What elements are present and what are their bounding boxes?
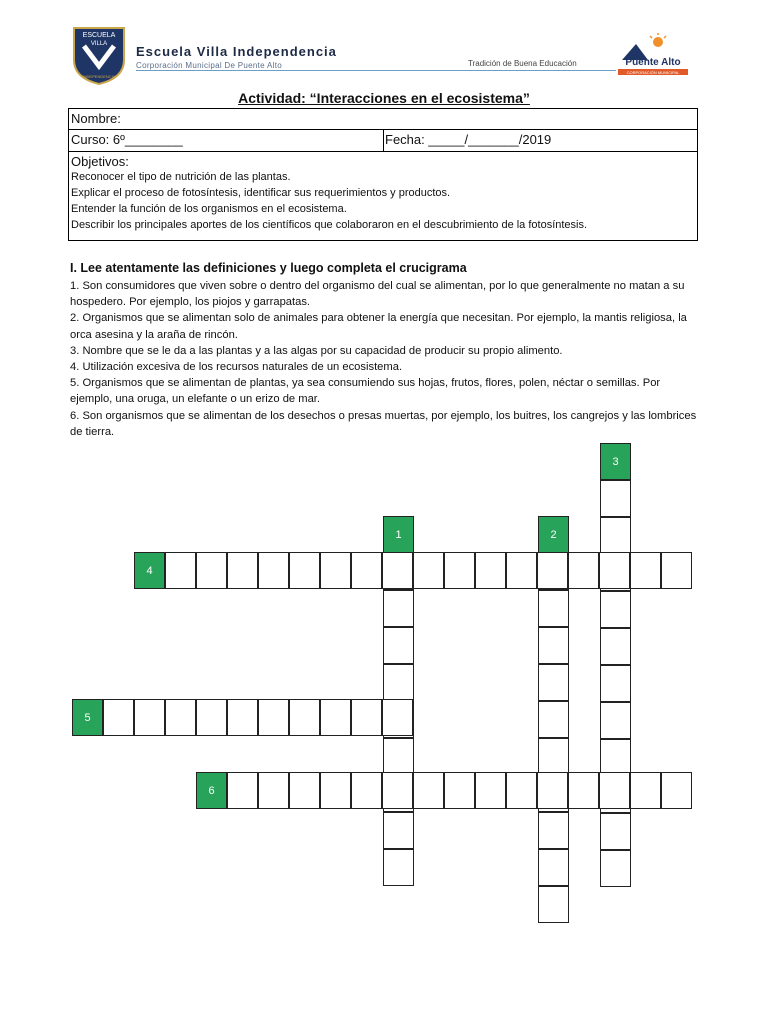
crossword-cell[interactable]	[444, 552, 475, 589]
crossword-cell[interactable]	[630, 552, 661, 589]
header-divider	[136, 70, 616, 71]
tagline: Tradición de Buena Educación	[468, 59, 577, 68]
crossword-cell[interactable]	[383, 590, 414, 627]
crossword-cell[interactable]	[383, 738, 414, 775]
crossword-cell[interactable]	[600, 850, 631, 887]
column-divider	[383, 130, 384, 151]
crossword-cell[interactable]	[538, 590, 569, 627]
definitions-list	[70, 278, 702, 440]
puente-alto-logo	[614, 32, 692, 80]
svg-text:CORPORACIÓN MUNICIPAL: CORPORACIÓN MUNICIPAL	[626, 70, 680, 75]
crossword-cell[interactable]	[258, 699, 289, 736]
crossword-cell[interactable]	[413, 552, 444, 589]
crossword-cell[interactable]	[165, 552, 196, 589]
nombre-row[interactable]	[69, 109, 697, 130]
definition-item: 2. Organismos que se alimentan solo de animales para obtener la energía que necesitan. Por ejemplo, la mantis religiosa, la orca asesina y la araña de rincón.	[70, 312, 687, 341]
svg-text:INDEPENDENCIA: INDEPENDENCIA	[82, 74, 116, 79]
crossword-cell[interactable]	[599, 552, 630, 589]
crossword-cell[interactable]	[289, 772, 320, 809]
school-crest-logo	[70, 26, 128, 86]
curso-label: Curso: 6º________	[71, 132, 183, 147]
crossword-cell[interactable]	[599, 772, 630, 809]
crossword-cell[interactable]	[537, 772, 568, 809]
crossword-cell[interactable]	[351, 699, 382, 736]
clue-number-1: 1	[383, 516, 414, 553]
clue-number-5: 5	[72, 699, 103, 736]
crossword-cell[interactable]	[383, 812, 414, 849]
objetivo-item: Describir los principales aportes de los científicos que colaboraron en el descubrimiento de la fotosíntesis.	[71, 219, 588, 231]
objetivo-item: Reconocer el tipo de nutrición de las plantas.	[71, 171, 291, 183]
crossword-cell[interactable]	[383, 849, 414, 886]
crossword-cell[interactable]	[351, 552, 382, 589]
crossword-cell[interactable]	[600, 480, 631, 517]
crossword-cell[interactable]	[538, 701, 569, 738]
activity-title: Actividad: “Interacciones en el ecosistema”	[238, 90, 530, 106]
crossword-cell[interactable]	[538, 738, 569, 775]
crossword-cell[interactable]	[289, 699, 320, 736]
objetivo-item: Entender la función de los organismos en el ecosistema.	[71, 203, 347, 215]
definition-item: 6. Son organismos que se alimentan de los desechos o presas muertas, por ejemplo, los buitres, los cangrejos y las lombrices de tierra.	[70, 409, 697, 438]
crossword-cell[interactable]	[538, 627, 569, 664]
crossword-cell[interactable]	[196, 699, 227, 736]
corporation-name: Corporación Municipal De Puente Alto	[136, 61, 282, 70]
clue-number-4: 4	[134, 552, 165, 589]
crossword-cell[interactable]	[103, 699, 134, 736]
crossword-cell[interactable]	[600, 739, 631, 776]
curso-fecha-row[interactable]	[69, 130, 697, 152]
crossword-cell[interactable]	[538, 664, 569, 701]
fecha-label: Fecha: _____/_______/2019	[385, 132, 552, 147]
crossword-cell[interactable]	[320, 552, 351, 589]
crossword-cell[interactable]	[382, 772, 413, 809]
crossword-cell[interactable]	[227, 699, 258, 736]
clue-number-2: 2	[538, 516, 569, 553]
crossword-cell[interactable]	[351, 772, 382, 809]
crossword-cell[interactable]	[134, 699, 165, 736]
crossword-cell[interactable]	[538, 886, 569, 923]
objetivo-item: Explicar el proceso de fotosíntesis, identificar sus requerimientos y productos.	[71, 187, 451, 199]
crossword-cell[interactable]	[568, 552, 599, 589]
crossword-cell[interactable]	[289, 552, 320, 589]
crossword-cell[interactable]	[538, 812, 569, 849]
nombre-label: Nombre:	[71, 111, 121, 126]
crossword-cell[interactable]	[320, 699, 351, 736]
crossword-cell[interactable]	[475, 772, 506, 809]
crossword-cell[interactable]	[444, 772, 475, 809]
crossword-cell[interactable]	[227, 772, 258, 809]
crossword-cell[interactable]	[600, 813, 631, 850]
definition-item: 4. Utilización excesiva de los recursos naturales de un ecosistema.	[70, 361, 403, 374]
crossword-cell[interactable]	[258, 772, 289, 809]
crossword-cell[interactable]	[600, 702, 631, 739]
crossword-cell[interactable]	[227, 552, 258, 589]
crossword-cell[interactable]	[475, 552, 506, 589]
crossword-cell[interactable]	[382, 699, 413, 736]
svg-text:Puente Alto: Puente Alto	[625, 57, 681, 68]
crossword-cell[interactable]	[568, 772, 599, 809]
crossword-cell[interactable]	[600, 517, 631, 554]
student-info-table	[68, 108, 698, 241]
definition-item: 1. Son consumidores que viven sobre o dentro del organismo del cual se alimentan, por lo que generalmente no matan a su hospedero. Por ejemplo, los piojos y garrapatas.	[70, 280, 685, 309]
crossword-cell[interactable]	[383, 664, 414, 701]
crossword-cell[interactable]	[630, 772, 661, 809]
crossword-cell[interactable]	[320, 772, 351, 809]
section-title: I. Lee atentamente las definiciones y luego completa el crucigrama	[70, 261, 467, 275]
crossword-cell[interactable]	[165, 699, 196, 736]
crossword-cell[interactable]	[383, 627, 414, 664]
svg-text:VILLA: VILLA	[90, 41, 108, 47]
crossword-cell[interactable]	[600, 591, 631, 628]
crossword-cell[interactable]	[382, 552, 413, 589]
crossword-cell[interactable]	[538, 849, 569, 886]
crossword-cell[interactable]	[600, 665, 631, 702]
definition-item: 3. Nombre que se le da a las plantas y a las algas por su capacidad de producir su propio alimento.	[70, 344, 563, 357]
crossword-cell[interactable]	[506, 552, 537, 589]
svg-text:ESCUELA: ESCUELA	[82, 32, 116, 39]
crossword-cell[interactable]	[258, 552, 289, 589]
clue-number-3: 3	[600, 443, 631, 480]
crossword-cell[interactable]	[196, 552, 227, 589]
definition-item: 5. Organismos que se alimentan de plantas, ya sea consumiendo sus hojas, frutos, flores, polen, néctar o semillas. Por ejemplo, una oruga, un elefante o un erizo de mar.	[70, 377, 661, 406]
crossword-cell[interactable]	[506, 772, 537, 809]
objetivos-label: Objetivos:	[71, 154, 129, 169]
clue-number-6: 6	[196, 772, 227, 809]
crossword-cell[interactable]	[661, 552, 692, 589]
crossword-cell[interactable]	[600, 628, 631, 665]
crossword-cell[interactable]	[661, 772, 692, 809]
crossword-cell[interactable]	[413, 772, 444, 809]
school-name: Escuela Villa Independencia	[136, 44, 337, 59]
crossword-cell[interactable]	[537, 552, 568, 589]
